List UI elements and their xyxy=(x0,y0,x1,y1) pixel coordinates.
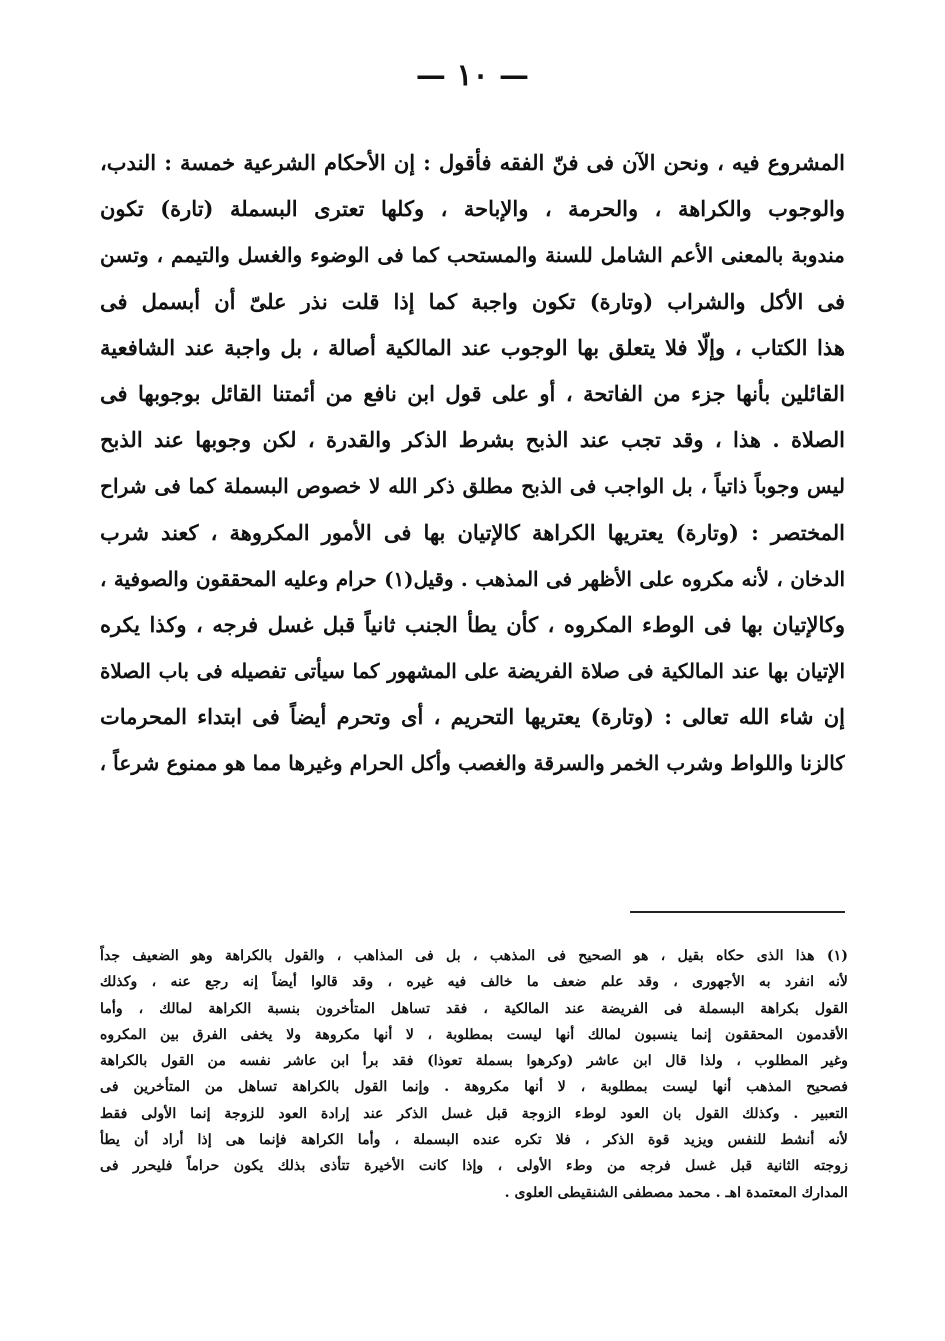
text-line: كالزنا واللواط وشرب الخمر والسرقة والغصب وأكل الحرام وغيرها مما هو ممنوع شرعاً ، xyxy=(100,751,845,776)
text-line: فى الأكل والشراب (وتارة) تكون واجبة كما إذا قلت نذر علىّ أن أبسمل فى xyxy=(100,288,845,314)
footnote-line: الأقدمون المحققون إنما ينسبون لمالك أنها ليست بمطلوبة ، لا أنها مكروهة ولا يخفى الفرق بين المكروه xyxy=(100,1026,848,1043)
text-line: هذا الكتاب ، وإلّا فلا يتعلق بها الوجوب عند المالكية أصالة ، بل واجبة عند الشافعية xyxy=(100,334,845,360)
text-line: المشروع فيه ، ونحن الآن فى فنّ الفقه فأقول : إن الأحكام الشرعية خمسة : الندب، xyxy=(100,150,845,175)
footnote-line: لأنه أنشط للنفس ويزيد قوة الذكر ، فلا تكره عنده البسملة ، وأما الكراهة فإنما هى إذا أراد أن يطأ xyxy=(100,1132,848,1149)
footnote-line: التعبير . وكذلك القول بان العود لوطء الزوجة قبل غسل الذكر عند إرادة العود للزوجة إنما الأولى فقط xyxy=(100,1105,848,1122)
main-text xyxy=(100,140,845,787)
text-line: الإتيان بها عند المالكية فى صلاة الفريضة على المشهور كما سيأتى تفصيله فى باب الصلاة xyxy=(100,659,845,684)
footnote-line: وغير المطلوب ، ولذا قال ابن عاشر (وكرهوا بسملة تعوذا) فقد برأ ابن عاشر نفسه من القول بالكراهة xyxy=(100,1053,848,1070)
footnote-line: المدارك المعتمدة اهـ . محمد مصطفى الشنقيطى العلوى . xyxy=(504,1184,848,1201)
text-line: وكالإتيان بها فى الوطء المكروه ، كأن يطأ الجنب ثانياً قبل غسل فرجه ، وكذا يكره xyxy=(100,611,845,637)
text-line: المختصر : (وتارة) يعتريها الكراهة كالإتيان بها فى الأمور المكروهة ، كعند شرب xyxy=(100,519,845,545)
footnote-line: (١) هذا الذى حكاه بقيل ، هو الصحيح فى المذهب ، بل فى المذاهب ، والقول بالكراهة وهو الضعيف جداً xyxy=(100,948,848,964)
text-line: ليس وجوباً ذاتياً ، بل الواجب فى الذبح مطلق ذكر الله لا خصوص البسملة كما فى شراح xyxy=(100,474,845,499)
footnotes xyxy=(100,943,848,1206)
text-line: القائلين بأنها جزء من الفاتحة ، أو على قول ابن نافع من أئمتنا القائل بوجوبها فى xyxy=(100,380,845,406)
footnote-line: فصحيح المذهب أنها ليست بمطلوبة ، لا أنها مكروهة . وإنما القول بالكراهة تساهل من المتأخرين فى xyxy=(100,1079,848,1096)
footnote-line: زوجته الثانية قبل غسل فرجه من وطء الأولى ، وإذا كانت الأخيرة تتأذى بذلك يكون حراماً فليحرر فى xyxy=(100,1158,848,1175)
footnote-line: القول بكراهة البسملة فى الفريضة عند المالكية ، فقد تساهل المتأخرون بنسبة الكراهة لمالك ، وأما xyxy=(100,1000,848,1017)
text-line: إن شاء الله تعالى : (وتارة) يعتريها التحريم ، أى وتحرم أيضاً فى ابتداء المحرمات xyxy=(100,704,845,730)
page-number: — ١٠ — xyxy=(415,58,530,93)
text-line: الصلاة . هذا ، وقد تجب عند الذبح بشرط الذكر والقدرة ، لكن وجوبها عند الذبح xyxy=(100,427,845,453)
footnote-separator xyxy=(630,911,845,913)
text-line: مندوبة بالمعنى الأعم الشامل للسنة والمستحب كما فى الوضوء والغسل والتيمم ، وتسن xyxy=(100,243,845,268)
text-line: الدخان ، لأنه مكروه على الأظهر فى المذهب . وقيل(١) حرام وعليه المحققون والصوفية ، xyxy=(100,566,845,591)
text-line: والوجوب والكراهة ، والحرمة ، والإباحة ، وكلها تعترى البسملة (تارة) تكون xyxy=(100,196,845,222)
footnote-line: لأنه انفرد به الأجهورى ، وقد علم ضعف ما خالف فيه غيره ، وقد قالوا أيضاً إنه رجع عنه ، وكذلك xyxy=(100,974,848,991)
